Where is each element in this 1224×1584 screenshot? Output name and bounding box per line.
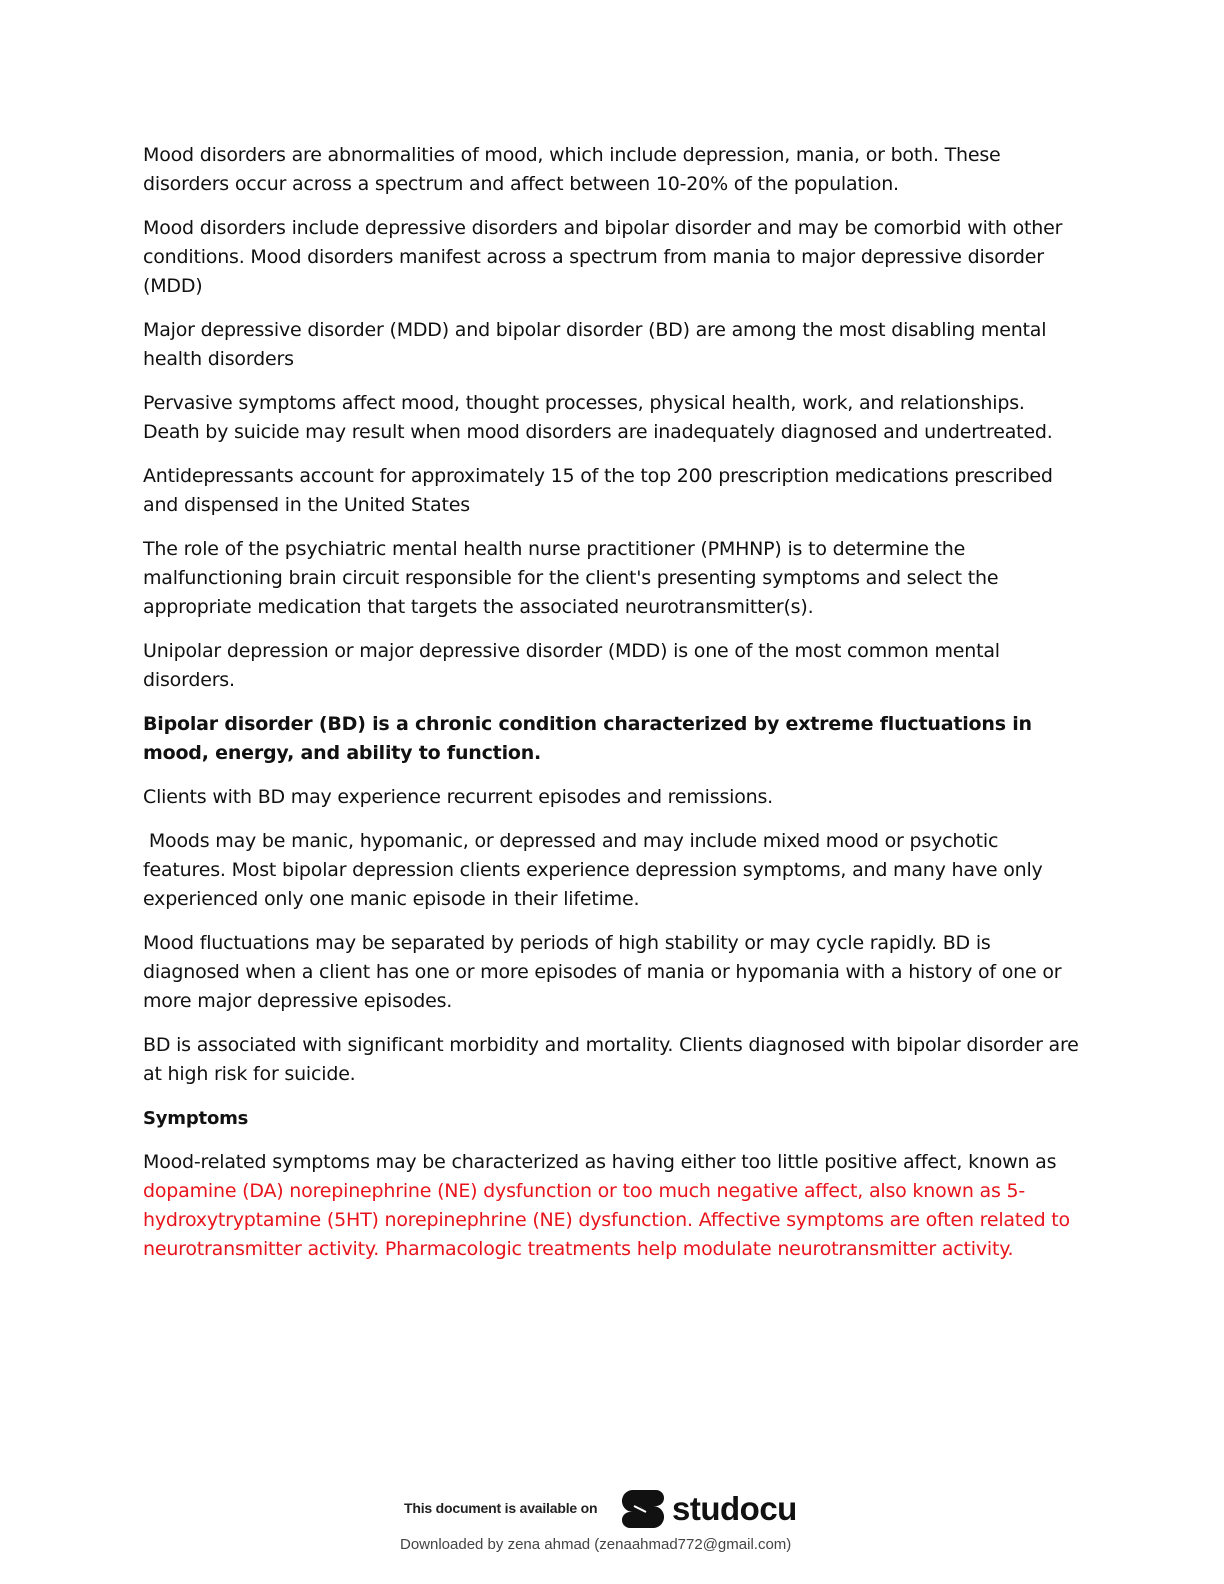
paragraph-bd-morbidity: BD is associated with significant morbidity and mortality. Clients diagnosed with bipolar disorder are at high risk for suicide. (143, 1034, 1079, 1085)
paragraph-mdd-bd-disabling: Major depressive disorder (MDD) and bipolar disorder (BD) are among the most disabling mental health disorders (143, 319, 1047, 370)
paragraph-pmhnp-role: The role of the psychiatric mental health nurse practitioner (PMHNP) is to determine the malfunctioning brain circuit responsible for the client's presenting symptoms and select the appropriate medication that targets the associated neurotransmitter(s). (143, 538, 999, 618)
section-heading-symptoms: Symptoms (143, 1108, 249, 1129)
paragraph-mood-related-symptoms (143, 1148, 1083, 1264)
paragraph-moods-types: Moods may be manic, hypomanic, or depressed and may include mixed mood or psychotic features. Most bipolar depression clients experience depression symptoms, and many have only experienced only one manic episode in their lifetime. (143, 830, 1049, 910)
document-body (143, 141, 1083, 1279)
symptoms-text-black: Mood-related symptoms may be characterized as having either too little positive affect, known as (143, 1151, 1057, 1173)
paragraph-bd-episodes: Clients with BD may experience recurrent episodes and remissions. (143, 786, 774, 808)
studocu-logo-icon (620, 1486, 666, 1532)
paragraph-mood-fluctuations: Mood fluctuations may be separated by periods of high stability or may cycle rapidly. BD is diagnosed when a client has one or more episodes of mania or hypomania with a history of one or more major depressive episodes. (143, 932, 1062, 1012)
studocu-footer (0, 1484, 1224, 1584)
paragraph-mood-disorders-definition: Mood disorders are abnormalities of mood, which include depression, mania, or both. These disorders occur across a spectrum and affect between 10-20% of the population. (143, 144, 1001, 195)
symptoms-text-red-highlight: dopamine (DA) norepinephrine (NE) dysfunction or too much negative affect, also known as 5-hydroxytryptamine (5HT) norepinephrine (NE) dysfunction. Affective symptoms are often related to neurotransmitter activity. Pharmacologic treatments help modulate neurotransmitter activity. (143, 1180, 1070, 1260)
available-on-text: This document is available on (404, 1500, 598, 1516)
paragraph-mood-disorders-include: Mood disorders include depressive disorders and bipolar disorder and may be comorbid with other conditions. Mood disorders manifest across a spectrum from mania to major depressive disorder (MDD) (143, 217, 1063, 297)
paragraph-pervasive-symptoms: Pervasive symptoms affect mood, thought processes, physical health, work, and relationships. Death by suicide may result when mood disorders are inadequately diagnosed and undertreated. (143, 392, 1053, 443)
studocu-logo[interactable] (620, 1486, 797, 1532)
paragraph-antidepressants: Antidepressants account for approximately 15 of the top 200 prescription medications prescribed and dispensed in the United States (143, 465, 1053, 516)
studocu-logo-text: studocu (672, 1490, 797, 1527)
paragraph-unipolar-depression: Unipolar depression or major depressive disorder (MDD) is one of the most common mental disorders. (143, 640, 1000, 691)
downloaded-by-text: Downloaded by zena ahmad (zenaahmad772@gmail.com) (400, 1536, 792, 1553)
paragraph-bipolar-definition: Bipolar disorder (BD) is a chronic condition characterized by extreme fluctuations in mood, energy, and ability to function. (143, 713, 1032, 764)
